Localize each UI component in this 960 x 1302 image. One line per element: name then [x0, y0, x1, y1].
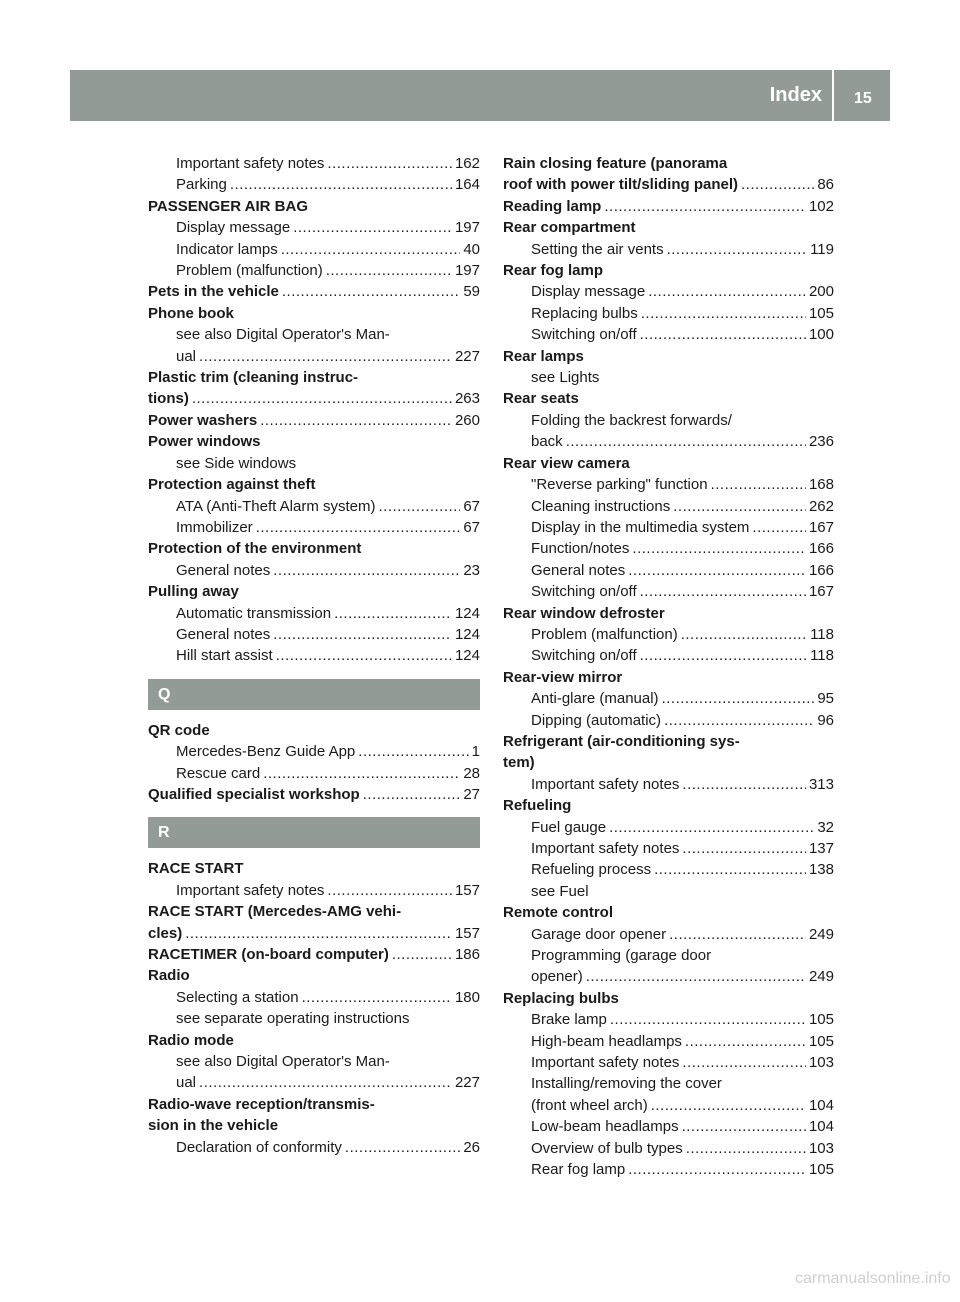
index-subentry[interactable]	[503, 474, 834, 495]
dot-leader	[741, 174, 814, 195]
dot-leader	[610, 1009, 806, 1030]
index-column-left	[148, 153, 480, 1158]
dot-leader	[664, 710, 814, 731]
index-entry	[148, 1030, 480, 1051]
index-subentry[interactable]	[503, 1009, 834, 1030]
entry-text: Programming (garage door	[531, 947, 712, 965]
entry-text: Declaration of conformity	[176, 1138, 342, 1156]
dot-leader	[273, 560, 460, 581]
page-reference[interactable]: 166	[808, 561, 834, 579]
dot-leader	[669, 924, 806, 945]
page-reference[interactable]: 162	[454, 155, 480, 172]
page-reference[interactable]: 102	[808, 197, 834, 215]
page-reference[interactable]: 23	[463, 561, 480, 579]
index-subentry[interactable]	[148, 880, 480, 901]
page-reference[interactable]: 118	[810, 647, 834, 665]
entry-text: Rear view camera	[503, 454, 630, 472]
page-reference[interactable]: 105	[808, 304, 834, 322]
page-reference[interactable]: 167	[808, 518, 834, 536]
page-reference[interactable]: 103	[808, 1054, 834, 1072]
section-header: Q	[148, 679, 480, 710]
page-reference[interactable]: 105	[808, 1161, 834, 1179]
dot-leader	[199, 346, 452, 367]
entry-text: General notes	[176, 561, 271, 579]
entry-text: Pulling away	[148, 583, 239, 601]
dot-leader	[628, 1159, 806, 1180]
entry-text: Installing/removing the cover	[531, 1075, 722, 1093]
index-entry	[148, 901, 480, 922]
entry-text: see also Digital Operator's Man-	[176, 1053, 390, 1071]
index-subentry[interactable]	[148, 217, 480, 238]
entry-text: see Lights	[531, 369, 600, 387]
index-entry	[148, 431, 480, 452]
page-reference[interactable]: 200	[808, 283, 834, 301]
entry-text: Folding the backrest forwards/	[531, 411, 732, 429]
index-entry	[148, 858, 480, 879]
index-subentry[interactable]	[503, 774, 834, 795]
entry-text: Anti-glare (manual)	[531, 690, 659, 708]
index-subentry	[148, 1051, 480, 1072]
page-reference[interactable]: 26	[463, 1138, 480, 1156]
dot-leader	[685, 1031, 806, 1052]
dot-leader	[302, 987, 452, 1008]
entry-text: "Reverse parking" function	[531, 476, 708, 494]
entry-text: Important safety notes	[176, 155, 325, 172]
index-subentry[interactable]	[503, 645, 834, 666]
entry-text: ual	[176, 347, 197, 365]
entry-text: Refueling process	[531, 861, 652, 879]
index-subentry[interactable]	[148, 496, 480, 517]
entry-text: Brake lamp	[531, 1011, 607, 1029]
index-subentry[interactable]	[148, 239, 480, 260]
dot-leader	[276, 645, 452, 666]
entry-text: Power windows	[148, 433, 261, 451]
header-title: Index	[769, 84, 822, 106]
entry-text: Protection against theft	[148, 476, 316, 494]
dot-leader	[628, 560, 806, 581]
page-reference[interactable]: 262	[808, 497, 834, 515]
entry-text: QR code	[148, 721, 210, 739]
index-subentry[interactable]	[148, 624, 480, 645]
index-subentry[interactable]	[148, 153, 480, 174]
dot-leader	[673, 496, 806, 517]
dot-leader	[282, 281, 460, 302]
index-entry	[503, 603, 834, 624]
entry-text: Important safety notes	[531, 840, 680, 857]
index-subentry[interactable]	[148, 346, 480, 367]
entry-text: tions)	[148, 390, 189, 408]
dot-leader	[358, 741, 468, 762]
dot-leader	[230, 174, 452, 195]
index-entry	[148, 474, 480, 495]
entry-text: Switching on/off	[531, 583, 637, 601]
index-subentry[interactable]	[148, 1137, 480, 1158]
entry-text: Setting the air vents	[531, 240, 664, 258]
dot-leader	[327, 880, 452, 901]
page-reference[interactable]: 168	[808, 476, 834, 494]
index-subentry	[503, 410, 834, 431]
index-entry	[148, 965, 480, 986]
page-reference[interactable]: 95	[817, 690, 834, 708]
index-subentry[interactable]	[503, 431, 834, 452]
page-reference[interactable]: 118	[810, 625, 834, 643]
page-reference[interactable]: 104	[808, 1096, 834, 1114]
index-entry[interactable]	[148, 784, 480, 805]
index-subentry	[148, 324, 480, 345]
dot-leader	[566, 431, 806, 452]
entry-text: Automatic transmission	[176, 604, 332, 622]
dot-leader	[682, 838, 806, 859]
page-reference[interactable]: 124	[454, 625, 480, 643]
dot-leader	[327, 153, 452, 174]
index-subentry[interactable]	[503, 1159, 834, 1180]
entry-text: Phone book	[148, 304, 234, 322]
index-subentry[interactable]	[148, 560, 480, 581]
page-reference[interactable]: 32	[817, 818, 834, 836]
section-header: R	[148, 817, 480, 848]
entry-text: Mercedes-Benz Guide App	[176, 743, 356, 761]
page-reference[interactable]: 263	[454, 390, 480, 408]
index-subentry[interactable]	[503, 1031, 834, 1052]
entry-text: see Fuel	[531, 882, 589, 900]
entry-text: Selecting a station	[176, 988, 299, 1006]
dot-leader	[711, 474, 806, 495]
entry-text: Replacing bulbs	[531, 304, 638, 322]
entry-text: Hill start assist	[176, 647, 273, 665]
entry-text: Function/notes	[531, 540, 630, 558]
entry-text: Overview of bulb types	[531, 1139, 683, 1157]
index-entry	[503, 346, 834, 367]
entry-text: Important safety notes	[531, 775, 680, 793]
dot-leader	[378, 496, 460, 517]
index-subentry[interactable]	[503, 838, 834, 859]
entry-text: Rear seats	[503, 390, 579, 408]
entry-text: Replacing bulbs	[503, 989, 619, 1007]
entry-text: Power washers	[148, 411, 258, 429]
index-entry	[148, 1094, 480, 1115]
index-entry[interactable]	[148, 944, 480, 965]
index-subentry[interactable]	[503, 1095, 834, 1116]
dot-leader	[586, 966, 806, 987]
entry-text: RACETIMER (on-board computer)	[148, 946, 389, 963]
page-reference[interactable]: 164	[454, 176, 480, 194]
dot-leader	[604, 196, 806, 217]
page-reference[interactable]: 166	[808, 540, 834, 558]
page-reference[interactable]: 96	[817, 711, 834, 729]
index-entry[interactable]	[148, 281, 480, 302]
page-reference[interactable]: 67	[463, 497, 480, 515]
entry-text: Switching on/off	[531, 647, 637, 665]
dot-leader	[345, 1137, 460, 1158]
index-entry	[148, 303, 480, 324]
dot-leader	[293, 217, 452, 238]
index-subentry[interactable]	[503, 817, 834, 838]
index-subentry[interactable]	[148, 763, 480, 784]
index-entry	[148, 581, 480, 602]
page-reference[interactable]: 167	[808, 583, 834, 601]
page-reference[interactable]: 260	[454, 411, 480, 429]
index-entry	[148, 720, 480, 741]
entry-text: Rear compartment	[503, 219, 636, 237]
entry-text: Problem (malfunction)	[176, 262, 323, 280]
dot-leader	[281, 239, 461, 260]
dot-leader	[392, 944, 452, 965]
entry-text: Dipping (automatic)	[531, 711, 662, 729]
index-entry	[148, 367, 480, 388]
page-reference[interactable]: 249	[808, 968, 834, 986]
page-reference[interactable]: 27	[463, 785, 480, 803]
entry-text: Reading lamp	[503, 197, 602, 215]
index-subentry[interactable]	[503, 281, 834, 302]
entry-text: (front wheel arch)	[531, 1096, 648, 1114]
index-entry	[503, 795, 834, 816]
index-subentry[interactable]	[148, 260, 480, 281]
entry-text: Pets in the vehicle	[148, 283, 279, 301]
page-reference[interactable]: 105	[808, 1011, 834, 1029]
index-subentry[interactable]	[503, 924, 834, 945]
page-reference[interactable]: 1	[471, 743, 480, 761]
dot-leader	[334, 603, 452, 624]
index-subentry[interactable]	[503, 1052, 834, 1073]
index-subentry[interactable]	[148, 645, 480, 666]
dot-leader	[609, 817, 814, 838]
index-entry	[148, 1115, 480, 1136]
index-entry	[148, 196, 480, 217]
entry-text: Display message	[531, 283, 646, 301]
index-subentry[interactable]	[148, 987, 480, 1008]
dot-leader	[640, 581, 806, 602]
page-reference[interactable]: 157	[454, 924, 480, 942]
entry-text: back	[531, 433, 563, 451]
index-subentry	[503, 881, 834, 902]
index-entry[interactable]	[503, 174, 834, 195]
entry-text: Cleaning instructions	[531, 497, 671, 515]
entry-text: Parking	[176, 176, 227, 194]
entry-text: Plastic trim (cleaning instruc-	[148, 369, 359, 387]
entry-text: Display in the multimedia system	[531, 518, 750, 536]
dot-leader	[632, 538, 806, 559]
dot-leader	[640, 324, 806, 345]
index-subentry[interactable]	[148, 517, 480, 538]
dot-leader	[682, 1116, 806, 1137]
index-subentry[interactable]	[503, 859, 834, 880]
entry-text: PASSENGER AIR BAG	[148, 197, 309, 215]
index-subentry[interactable]	[148, 741, 480, 762]
index-subentry[interactable]	[503, 624, 834, 645]
page-reference[interactable]: 119	[810, 240, 834, 258]
index-subentry[interactable]	[503, 560, 834, 581]
entry-text: Rear fog lamp	[503, 262, 604, 280]
index-subentry	[503, 1073, 834, 1094]
page-number: 15	[854, 90, 872, 107]
index-subentry[interactable]	[503, 324, 834, 345]
entry-text: tem)	[503, 754, 535, 772]
entry-text: Immobilizer	[176, 518, 253, 536]
entry-text: Switching on/off	[531, 326, 637, 344]
index-entry	[503, 388, 834, 409]
dot-leader	[662, 688, 815, 709]
index-subentry[interactable]	[148, 1072, 480, 1093]
dot-leader	[263, 763, 460, 784]
entry-text: General notes	[176, 625, 271, 643]
index-entry	[503, 453, 834, 474]
entry-text: Rear-view mirror	[503, 668, 623, 686]
index-subentry	[503, 945, 834, 966]
entry-text: Rain closing feature (panorama	[503, 155, 728, 172]
dot-leader	[682, 1052, 806, 1073]
page-reference[interactable]: 104	[808, 1118, 834, 1136]
index-entry	[503, 731, 834, 752]
page-reference[interactable]: 227	[454, 347, 480, 365]
entry-text: Radio mode	[148, 1031, 234, 1049]
page-reference[interactable]: 86	[817, 176, 834, 194]
entry-text: Protection of the environment	[148, 540, 362, 558]
dot-leader	[199, 1072, 452, 1093]
page-reference[interactable]: 67	[463, 518, 480, 536]
dot-leader	[640, 645, 807, 666]
page-reference[interactable]: 124	[454, 604, 480, 622]
entry-text: Qualified specialist workshop	[148, 785, 360, 803]
page-reference[interactable]: 157	[454, 881, 480, 899]
watermark: carmanualsonline.info	[795, 1270, 951, 1287]
index-subentry[interactable]	[503, 688, 834, 709]
page-reference[interactable]: 197	[454, 219, 480, 237]
page-header	[70, 70, 890, 121]
index-subentry	[148, 453, 480, 474]
index-entry[interactable]	[503, 196, 834, 217]
index-subentry[interactable]	[503, 1116, 834, 1137]
index-subentry	[503, 367, 834, 388]
entry-text: Display message	[176, 219, 291, 237]
index-subentry[interactable]	[148, 174, 480, 195]
entry-text: ATA (Anti-Theft Alarm system)	[176, 497, 376, 515]
page-reference[interactable]: 227	[454, 1074, 480, 1092]
entry-text: General notes	[531, 561, 626, 579]
page-reference[interactable]: 186	[454, 946, 480, 963]
entry-text: RACE START (Mercedes-AMG vehi-	[148, 903, 402, 921]
entry-text: Fuel gauge	[531, 818, 607, 836]
entry-text: Refueling	[503, 797, 572, 815]
index-subentry[interactable]	[503, 517, 834, 538]
dot-leader	[752, 517, 806, 538]
index-entry	[148, 538, 480, 559]
index-entry	[503, 217, 834, 238]
dot-leader	[648, 281, 806, 302]
entry-text: roof with power tilt/sliding panel)	[503, 176, 738, 194]
dot-leader	[256, 517, 461, 538]
index-subentry[interactable]	[503, 239, 834, 260]
page-reference[interactable]: 249	[808, 925, 834, 943]
page-reference[interactable]: 103	[808, 1139, 834, 1157]
index-entry[interactable]	[148, 410, 480, 431]
index-subentry[interactable]	[503, 1138, 834, 1159]
page-reference[interactable]: 313	[808, 775, 834, 793]
header-divider	[832, 70, 834, 121]
entry-text: cles)	[148, 924, 183, 942]
index-subentry	[148, 1008, 480, 1029]
index-entry[interactable]	[148, 388, 480, 409]
entry-text: Important safety notes	[176, 881, 325, 899]
entry-text: Low-beam headlamps	[531, 1118, 679, 1136]
dot-leader	[651, 1095, 806, 1116]
index-entry	[503, 988, 834, 1009]
page-reference[interactable]: 40	[463, 240, 480, 258]
index-subentry[interactable]	[503, 496, 834, 517]
page-reference[interactable]: 138	[808, 861, 834, 879]
index-entry[interactable]	[148, 923, 480, 944]
dot-leader	[185, 923, 452, 944]
entry-text: Remote control	[503, 904, 614, 922]
entry-text: Radio	[148, 967, 190, 985]
entry-text: Rear fog lamp	[531, 1161, 626, 1179]
entry-text: Problem (malfunction)	[531, 625, 678, 643]
dot-leader	[654, 859, 806, 880]
dot-leader	[273, 624, 452, 645]
page-reference[interactable]: 100	[808, 326, 834, 344]
entry-text: Indicator lamps	[176, 240, 278, 258]
dot-leader	[192, 388, 452, 409]
page-reference[interactable]: 236	[808, 433, 834, 451]
dot-leader	[363, 784, 461, 805]
index-entry	[503, 667, 834, 688]
entry-text: High-beam headlamps	[531, 1032, 682, 1050]
page-reference[interactable]: 59	[463, 283, 480, 301]
index-entry	[503, 260, 834, 281]
index-entry	[503, 153, 834, 174]
entry-text: Radio-wave reception/transmis-	[148, 1095, 375, 1113]
entry-text: sion in the vehicle	[148, 1117, 279, 1135]
entry-text: Garage door opener	[531, 925, 667, 943]
index-entry	[503, 902, 834, 923]
entry-text: see separate operating instructions	[176, 1010, 410, 1028]
page-reference[interactable]: 137	[808, 840, 834, 857]
index-entry	[503, 752, 834, 773]
entry-text: Rescue card	[176, 764, 261, 782]
entry-text: see Side windows	[176, 454, 297, 472]
index-subentry[interactable]	[503, 710, 834, 731]
entry-text: opener)	[531, 968, 583, 986]
page-reference[interactable]: 197	[454, 262, 480, 280]
entry-text: RACE START	[148, 860, 244, 878]
index-subentry[interactable]	[503, 538, 834, 559]
entry-text: see also Digital Operator's Man-	[176, 326, 390, 344]
page-reference[interactable]: 105	[808, 1032, 834, 1050]
dot-leader	[686, 1138, 806, 1159]
dot-leader	[682, 774, 806, 795]
dot-leader	[326, 260, 452, 281]
index-subentry[interactable]	[503, 303, 834, 324]
entry-text: Refrigerant (air-conditioning sys-	[503, 732, 740, 750]
entry-text: ual	[176, 1074, 197, 1092]
entry-text: Important safety notes	[531, 1054, 680, 1072]
dot-leader	[641, 303, 806, 324]
dot-leader	[260, 410, 452, 431]
page-reference[interactable]: 28	[463, 764, 480, 782]
page-reference[interactable]: 180	[454, 988, 480, 1006]
page-reference[interactable]: 124	[454, 647, 480, 665]
index-subentry[interactable]	[148, 603, 480, 624]
entry-text: Rear window defroster	[503, 604, 665, 622]
entry-text: Rear lamps	[503, 347, 584, 365]
dot-leader	[667, 239, 808, 260]
index-column-right	[503, 153, 834, 1181]
dot-leader	[681, 624, 807, 645]
index-subentry[interactable]	[503, 581, 834, 602]
index-subentry[interactable]	[503, 966, 834, 987]
